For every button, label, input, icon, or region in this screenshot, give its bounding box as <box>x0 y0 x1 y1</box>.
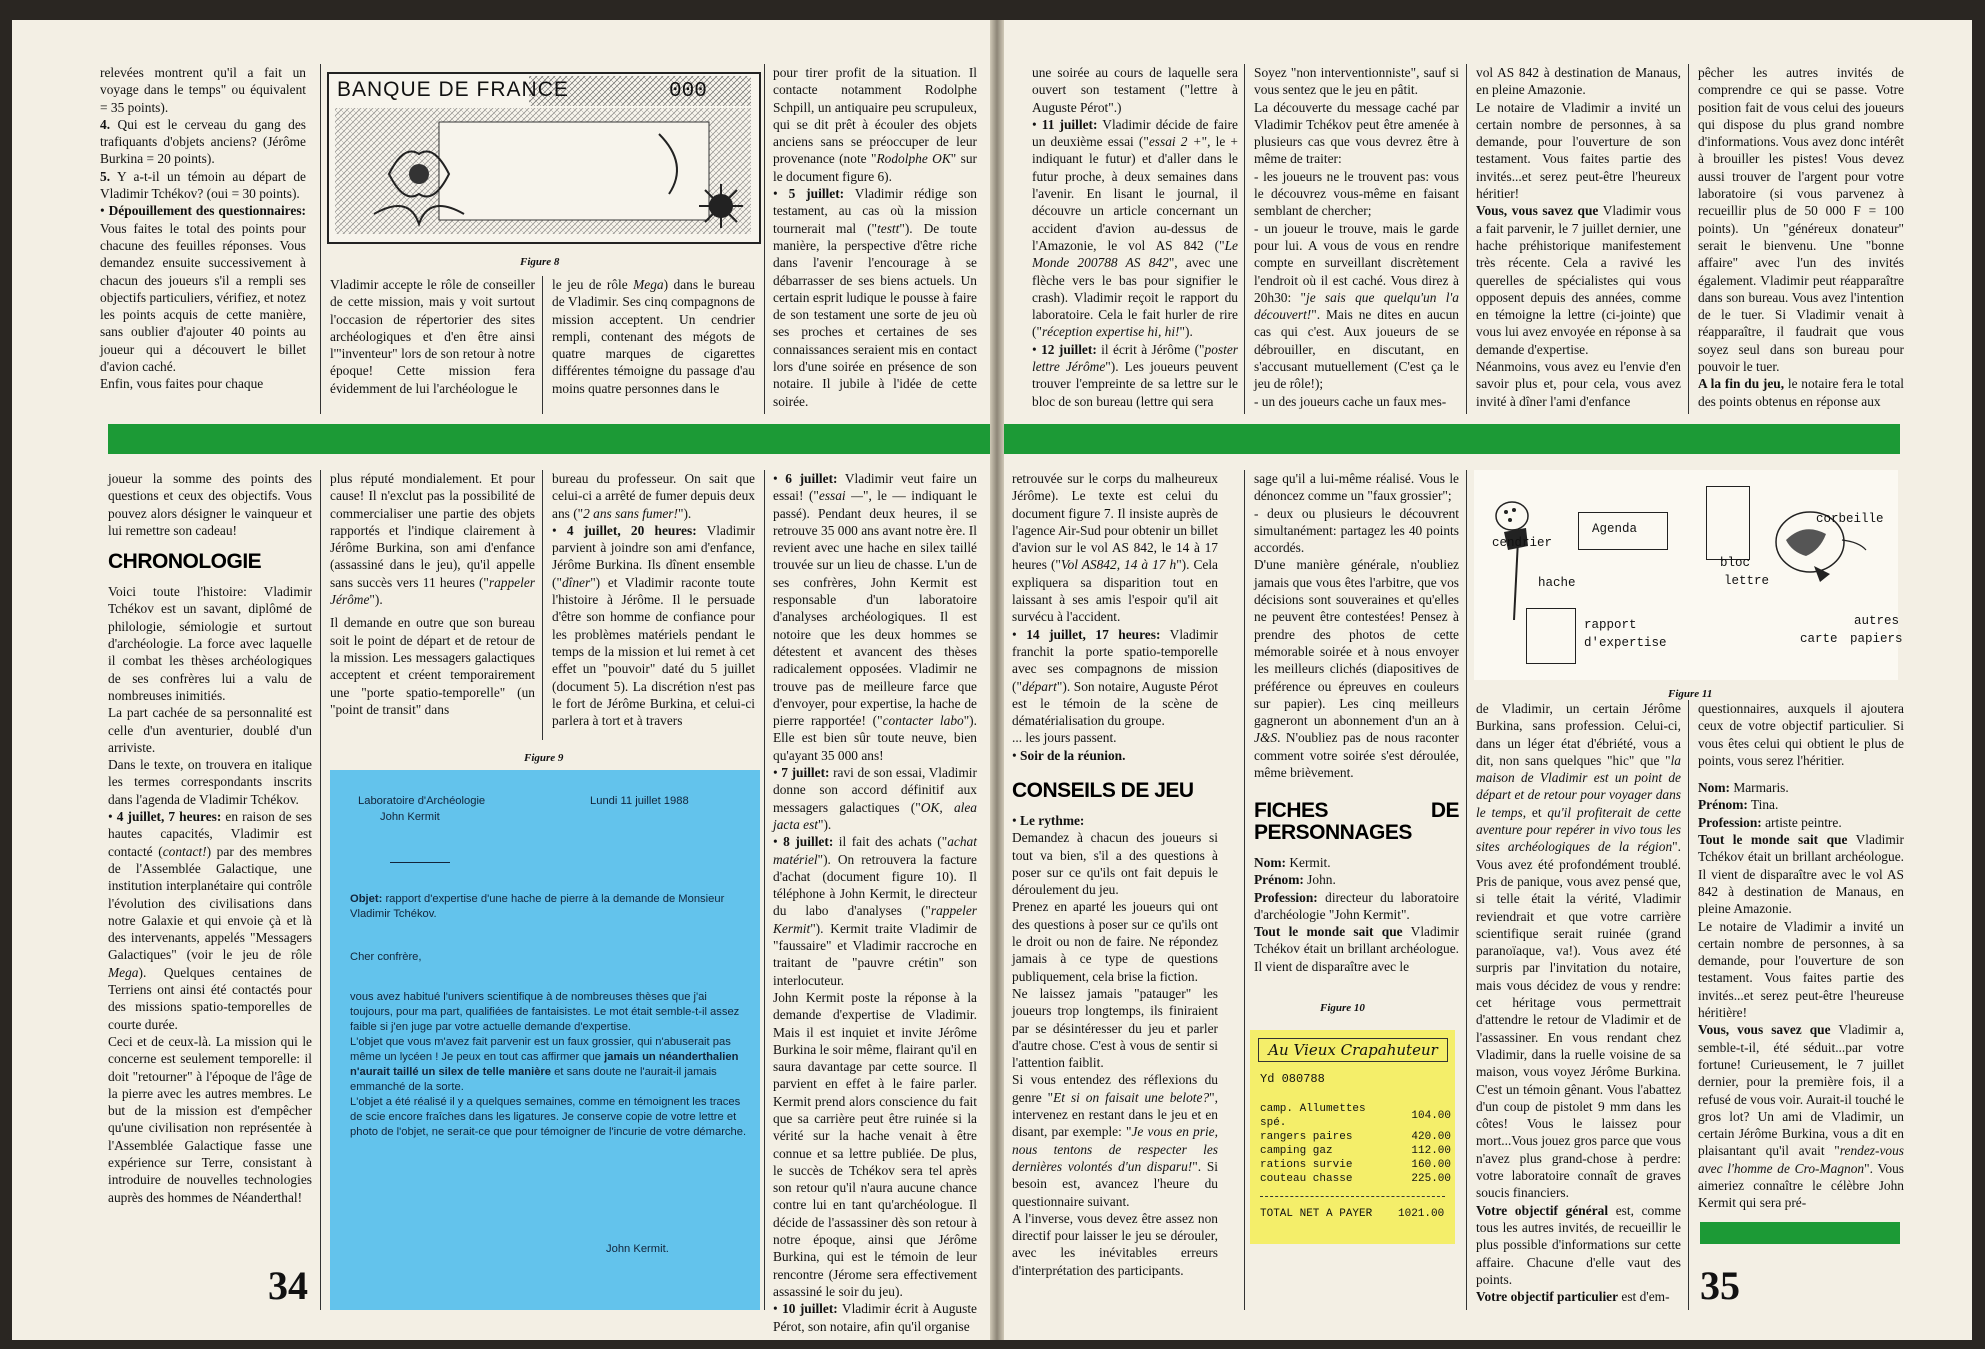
figure-caption: Figure 10 <box>1320 1002 1365 1014</box>
letter-subject <box>350 892 745 922</box>
expertise-letter <box>330 770 760 1310</box>
receipt-item-label: couteau chasse <box>1260 1173 1353 1185</box>
banknote-title: BANQUE DE FRANCE <box>337 78 569 101</box>
text-column: Vladimir accepte le rôle de conseiller de cette mission, mais y voit surtout l'occasion de répertorier des sites archéologiques et d'en être ainsi l'"inventeur" lors de son retour à notre époque! Cette mission fera évidemment de lui l'archéologue le <box>330 277 535 396</box>
letter-sender: John Kermit <box>380 811 440 823</box>
column-rule <box>764 470 765 1310</box>
diagram-label: bloc <box>1720 556 1751 570</box>
column-rule <box>320 64 321 414</box>
letter-emphasis: jamais un néanderthalien n'aurait taillé un silex de telle manière <box>350 1051 739 1078</box>
text-column: le jeu de rôle Mega) dans le bureau de Vladimir. Ses cinq compagnons de mission acceptent. Un cendrier rempli, contenant des mégots de quatre marques de cigarettes différentes témoigne du passage d'au moins quatre personnes dans le <box>552 277 755 396</box>
column-rule <box>542 470 543 740</box>
receipt-reference: Yd 080788 <box>1260 1072 1325 1086</box>
book-spine <box>990 20 1004 1340</box>
receipt-row <box>1256 1130 1455 1144</box>
column-rule <box>764 64 765 414</box>
letter-subject-text: rapport d'expertise d'une hache de pierre à la demande de Monsieur Vladimir Tchékov. <box>350 893 725 920</box>
banknote-illustration <box>327 72 761 244</box>
bloc-box <box>1706 486 1750 560</box>
receipt-total-value: 1021.00 <box>1398 1208 1445 1220</box>
text-column: relevées montrent qu'il a fait un voyage dans le temps" ou équivalent = 35 points). 4. Qui est le cerveau du gang des trafiquants d'objets anciens? (Jérôme Burkina = 20 points). 5. Y a-t-il un témoin au départ de Vladimir Tchékov? (oui = 30 points). • Dépouillement des questionnaires: Vous faites le total des points pour chacune des feuilles réponses. Vous demandez ensuite successivement à chacun des joueurs s'il a rempli ses objectifs particuliers, vérifiez, et notez les points acquis de cette manière, sans oublier d'ajouter 40 points au joueur qui a découvert le billet d'avion caché. Enfin, vous faites pour chaque <box>100 65 306 392</box>
section-band <box>1004 424 1900 454</box>
text-column: FICHES DE PERSONNAGES Nom: Kermit. Prénom: John. Profession: directeur du laboratoire d'archéologie "John Kermit". Tout le monde sait que Vladimir Tchékov était un brillant archéologue. Il vient de disparaître avec le <box>1254 799 1459 974</box>
column-rule <box>320 470 321 1310</box>
page-number: 34 <box>268 1263 308 1308</box>
section-heading: FICHES DE PERSONNAGES <box>1254 799 1459 844</box>
letter-paragraph: vous avez habitué l'univers scientifique à de nombreuses thèses que j'ai toujours, pour ma part, qualifiées de fantaisistes. Le mot était semble-t-il assez faible si j'en juge par votre actuelle demande d'expertise. <box>350 991 740 1033</box>
receipt-item-label: camp. Allumettes spé. <box>1260 1103 1366 1129</box>
receipt-shop-name: Au Vieux Crapahuteur <box>1258 1038 1448 1062</box>
purchase-receipt <box>1250 1030 1455 1244</box>
receipt-row <box>1256 1102 1455 1130</box>
column-rule <box>1466 64 1467 414</box>
column-rule <box>542 276 543 414</box>
text-column: pour tirer profit de la situation. Il contacte notamment Rodolphe Schpill, un antiquaire peu scrupuleux, qui se dit prêt à écouler des objets anciens sans se préoccuper de leur provenance (note "Rodolphe OK" sur le document figure 6). • 5 juillet: Vladimir rédige son testament, au cas où la mission tournerait mal ("testt"). De toute manière, la perspective d'être riche dans l'avenir l'encourage à se débarrasser de ses biens actuels. Un certain esprit ludique le pousse à faire de son testament une sorte de jeu où ses proches et certaines de ses connaissances seraient mis en contact lors d'une soirée en présence de son notaire. Il jubile à l'idée de cette soirée. <box>773 65 977 409</box>
receipt-item-price: 420.00 <box>1411 1131 1451 1143</box>
column-rule <box>1466 470 1467 1310</box>
text-column: retrouvée sur le corps du malheureux Jérôme). Le texte est celui du document figure 7. Il insiste auprès de l'agence Air-Sud pour obtenir un billet d'avion sur le vol AS 842, le 14 à 17 heures ("Vol AS842, 14 à 17 h"). Cela expliquera sa disparition tout en laissant à ses amis l'espoir qu'il ait survécu à l'accident. • 14 juillet, 17 heures: Vladimir franchit la porte spatio-temporelle avec ses compagnons de mission ("départ"). Son notaire, Auguste Pérot est le témoin de la scène de dématérialisation du groupe. ... les jours passent. • Soir de la réunion. <box>1012 471 1218 763</box>
section-heading: CHRONOLOGIE <box>108 550 262 574</box>
diagram-label: corbeille <box>1816 512 1884 526</box>
text-column: Soyez "non interventionniste", sauf si vous sentez que le jeu en pâtit. La découverte du message caché par Vladimir Tchékov peut être amenée à plusieurs cas que vous devrez être à même de traiter: - les joueurs ne le trouvent pas: vous le découvrez vous-même en faisant semblant de chercher; - un joueur le trouve, mais le garde pour lui. A vous de vous en rendre compte en surveillant discrètement l'endroit où il est caché. Vous direz à 20h30: "je sais que quelqu'un l'a découvert!". Mais ne dites en aucun cas qui c'est. Aux joueurs de se débrouiller, en discutant, en s'accusant mutuellement (C'est ça le jeu de rôle!); - un des joueurs cache un faux mes- <box>1254 65 1459 409</box>
letter-paragraph: L'objet que vous m'avez fait parvenir est un faux grossier, qui n'abuserait pas même un lycéen ! Je peux en tout cas affirmer que <box>350 1036 731 1063</box>
rapport-box <box>1526 608 1576 664</box>
receipt-item-label: rangers paires <box>1260 1131 1353 1143</box>
section-band <box>1700 1222 1900 1244</box>
page-number: 35 <box>1700 1263 1740 1308</box>
receipt-item-price: 160.00 <box>1411 1159 1451 1171</box>
text-column: bureau du professeur. On sait que celui-ci a arrêté de fumer depuis deux ans ("2 ans sans fumer!"). • 4 juillet, 20 heures: Vladimir parvient à joindre son ami d'enfance, Jérôme Burkina. Ils dînent ensemble ("dîner") et Vladimir raconte toute l'histoire à Jérôme. Il le persuade d'être son homme de confiance pour les problèmes matériels pendant le temps de la mission et lui remet à cet effet un "pouvoir" daté du 5 juillet (document 5). La discrétion n'est pas le fort de Jérôme Burkina, et celui-ci parlera à tort et à travers <box>552 471 755 729</box>
text-column: une soirée au cours de laquelle sera ouvert son testament ("lettre à Auguste Pérot".) • 11 juillet: Vladimir décide de faire un deuxième essai ("essai 2 +", le + indiquant le futur) et d'aller dans le futur proche, à deux semaines dans l'avenir. En lisant le journal, il découvre un article concernant un accident d'avion au-dessus de l'Amazonie, le vol AS 842 ("Le Monde 200788 AS 842", avec une flèche vers le bas pour signifier le crash). Vladimir reçoit le rapport du laboratoire. Cela le fait hurler de rire ("réception expertise hi, hi!"). • 12 juillet: il écrit à Jérôme ("poster lettre Jérôme"). Les joueurs peuvent trouver l'empreinte de sa lettre sur le bloc de son bureau (lettre qui sera <box>1032 65 1238 409</box>
letter-org: Laboratoire d'Archéologie <box>358 795 486 807</box>
receipt-row <box>1256 1172 1455 1186</box>
letter-body <box>350 990 748 1140</box>
text-column: questionnaires, auxquels il ajoutera ceux de votre objectif particulier. Si vous êtes celui qui obtient le plus de points, vous serez l'héritier. Nom: Marmaris. Prénom: Tina. Profession: artiste peintre. Tout le monde sait que Vladimir Tchékov était un brillant archéologue. Il vient de disparaître avec le vol AS 842 à destination de Manaus, en pleine Amazonie. Le notaire de Vladimir a invité un certain nombre de personnes, à sa demande, pour l'ouverture de son testament. Vous faites partie des invités...et serez peut-être l'heureuse héritière! Vous, vous savez que Vladimir a, semble-t-il, été séduit...par votre fortune! Curieusement, le 7 juillet dernier, pour la première fois, il a refusé de vous voir. Aurait-il touché le gros lot? Un ami de Vladimir, un certain Jérôme Burkina, vous a dit en plaisantant qu'il avait "rendez-vous avec l'homme de Cro-Magnon". Vous aimeriez connaître le célèbre John Kermit qui sera pré- <box>1698 701 1905 1211</box>
receipt-item-price: 104.00 <box>1411 1110 1451 1122</box>
receipt-item-price: 112.00 <box>1411 1145 1451 1157</box>
receipt-items <box>1256 1102 1455 1186</box>
diagram-label: hache <box>1538 576 1576 590</box>
text-column: joueur la somme des points des questions et ceux des objectifs. Vous pouvez alors désigner le vainqueur et lui remettre son cadeau! CHRONOLOGIE Voici toute l'histoire: Vladimir Tchékov est un savant, diplômé de philologie, sémiologie et surtout d'archéologie. La force avec laquelle il combat les thèses archéologiques de ses confrères lui a valu de nombreuses inimitiés. La part cachée de sa personnalité est celle d'un aventurier, doublé d'un arriviste. Dans le texte, on trouvera en italique les termes correspondants inscrits dans l'agenda de Vladimir Tchékov. • 4 juillet, 7 heures: en raison de ses hautes capacités, Vladimir est contacté (contact!) par des membres de l'Assemblée Galactique, une institution interplanétaire qui contrôle l'évolution des civilisations dans notre Galaxie et qui envoie çà et là des intervenants, appelés "Messagers Galactiques" (voir le jeu de rôle Mega). Quelques centaines de Terriens ont ainsi été contactés pour des missions spatio-temporelles de courte durée. Ceci et de ceux-là. La mission qui le concerne est seulement temporelle: il doit "retourner" à l'époque de l'âge de la pierre avec les autres membres. Le but de la mission est d'empêcher qu'une civilisation non représentée à l'Assemblée Galactique fasse une expérience sur Terre, consistant à introduire de nouvelles technologies auprès des hommes de Néanderthal! <box>108 471 312 1205</box>
text-column: sage qu'il a lui-même réalisé. Vous le dénoncez comme un "faux grossier"; - deux ou plusieurs le découvrent simultanément: partagez les 40 points accordés. D'une manière générale, n'oubliez jamais que vous êtes l'arbitre, que vos décisions sont souveraines et qu'elles ne peuvent être contestées! Pensez à prendre des photos de cette mémorable soirée et à nous envoyer les meilleurs clichés (diapositives de préférence ou épreuves en couleurs sur papier). Les cinq meilleurs gagneront un abonnement d'un an à J&S. N'oubliez pas de nous raconter comment votre soirée s'est déroulée, même brièvement. <box>1254 471 1459 781</box>
diagram-label: lettre <box>1724 574 1770 588</box>
text-column: pêcher les autres invités de comprendre ce qui se passe. Votre position fait de vous celui des joueurs qui dispose du plus grand nombre d'informations. Vous avez donc intérêt à brouiller les pistes! Vous devez aussi trouver de l'argent pour votre laboratoire (si vous parvenez à recueillir plus de 50 000 F = 100 points). Un "généreux donateur" serait le bienvenu. Une "bonne affaire" avec l'un des invités également. Vladimir peut réapparaître dans son bureau. Vous avez l'intention de le tuer. Si Vladimir venait à réapparaître, il faudrait que vous soyez seul dans son bureau pour pouvoir le tuer. A la fin du jeu, le notaire fera le total des points obtenus en réponse aux <box>1698 65 1904 409</box>
figure-caption: Figure 11 <box>1668 688 1713 700</box>
figure-caption: Figure 8 <box>520 256 560 268</box>
receipt-row <box>1256 1158 1455 1172</box>
receipt-separator <box>1260 1196 1445 1197</box>
receipt-row <box>1256 1144 1455 1158</box>
section-heading: CONSEILS DE JEU <box>1012 779 1194 802</box>
diagram-label: rapport <box>1584 618 1637 632</box>
letter-date: Lundi 11 juillet 1988 <box>590 795 689 807</box>
text-column: de Vladimir, un certain Jérôme Burkina, sans profession. Celui-ci, dans un léger état d'ébriété, vous a dit, non sans quelques "hic" que "la maison de Vladimir est un point de départ et de retour pour voyager dans le temps, et qu'il profiterait de cette aventure pour repérer in vivo tous les sites archéologiques de la région". Vous avez été profondément troublé. Pris de panique, vous avez pensé que, si telle était la vérité, Vladimir reviendrait et que votre carrière scientifique serait ruinée (grand paranoïaque, va!). Vous avez été surpris par l'invitation du notaire, mais vous décidez de vous y rendre: cet héritage vous permettrait d'attendre le retour de Vladimir et de l'assassiner. En vous rendant chez Vladimir, dans la ruelle voisine de sa maison, vous voyez Jérôme Burkina. C'est un témoin gênant. Vous l'abattez d'un coup de pistolet 9 mm dans les côtes! Vous le laissez pour mort...Vous jouez gros parce que vous n'avez plus grand-chose à perdre: votre laboratoire connaît de graves soucis financiers. Votre objectif général est, comme tous les autres invités, de recueillir le plus possible d'informations sur cette affaire. Chacune d'elle vaut des points. Votre objectif particulier est d'em- <box>1476 701 1681 1305</box>
column-rule <box>1244 64 1245 414</box>
diagram-label: carte <box>1800 632 1838 646</box>
letter-subject-label: Objet: <box>350 893 383 905</box>
column-rule <box>1688 700 1689 1310</box>
text-column: vol AS 842 à destination de Manaus, en pleine Amazonie. Le notaire de Vladimir a invité un certain nombre de personnes, à sa demande, pour l'ouverture de son testament. Vous faites partie des invités...et serez peut-être l'heureux héritier! Vous, vous savez que Vladimir vous a fait parvenir, le 7 juillet dernier, une hache préhistorique manifestement très récente. Cela a ravivé les querelles de spécialistes qui vous opposent depuis des années, comme en témoigne la lettre (ci-jointe) que vous lui avez envoyée en réponse à sa demande d'expertise. Néanmoins, vous avez eu l'envie d'en savoir plus et, pour cela, vous avez invité à dîner l'ami d'enfance <box>1476 65 1681 409</box>
text-column: plus réputé mondialement. Et pour cause! Il n'exclut pas la possibilité de commercialiser une partie des objets rapportés et l'indique clairement à Jérôme Burkina, son ami d'enfance (assassiné dans le jeu), qu'il appelle sans succès vers 11 heures ("rappeler Jérôme"). Il demande en outre que son bureau soit le point de départ et de retour de la mission. Les messagers galactiques acceptent et créent temporairement une "porte spatio-temporelle" (un "point de transit" dans <box>330 471 535 717</box>
desk-diagram <box>1474 470 1903 680</box>
banknote-number: 000 <box>669 80 707 103</box>
diagram-label: papiers <box>1850 632 1903 646</box>
column-rule <box>1244 470 1245 1310</box>
receipt-item-label: camping gaz <box>1260 1145 1333 1157</box>
letter-salutation: Cher confrère, <box>350 951 422 963</box>
text-column: • 6 juillet: Vladimir veut faire un essai! ("essai —", le — indiquant le passé). Pendant deux heures, il se retrouve 35 000 ans avant notre ère. Il revient avec une hache en silex taillé trouvée sur un lieu de chasse. L'un de ses confrères, John Kermit est responsable d'un laboratoire d'analyses archéologiques. Il est notoire que les deux hommes se détestent et avancent des thèses radicalement opposées. Vladimir ne trouve pas de meilleure farce que d'envoyer, pour expertise, la hache de pierre rapportée! ("contacter labo"). Elle est bien sûr toute neuve, bien qu'ayant 35 000 ans! • 7 juillet: ravi de son essai, Vladimir donne son accord définitif aux messagers galactiques ("OK, alea jacta est"). • 8 juillet: il fait des achats ("achat matériel"). On retrouvera la facture d'achat (document figure 10). Il téléphone à John Kermit, le directeur du labo d'analyses ("rappeler Kermit"). Kermit traite Vladimir de "faussaire" et Vladimir raccroche en traitant de "pauvre crétin" son interlocuteur. John Kermit poste la réponse à la demande d'expertise de Vladimir. Mais il est inquiet et invite Jérôme Burkina le soir même, flairant qu'il en saura davantage par cette source. Il parvient en effet à le faire parler. Kermit prend alors conscience du fait que sa carrière peut être ruinée si la vérité sur la hache venait à être connue et sa lettre publiée. De plus, le succès de Tchékov sera tel après son retour qu'il n'aura aucune chance contre lui en tant qu'archéologue. Il décide de l'assassiner dès son retour à notre époque, ainsi que Jérôme Burkina, qui est le témoin de leur rencontre (Jérome sera effectivement assassiné le soir du jeu). • 10 juillet: Vladimir écrit à Auguste Pérot, son notaire, afin qu'il organise <box>773 471 978 1334</box>
diagram-label: Agenda <box>1592 522 1638 536</box>
letter-signature: John Kermit. <box>606 1243 669 1255</box>
receipt-item-price: 225.00 <box>1411 1173 1451 1185</box>
diagram-label: autres <box>1854 614 1900 628</box>
section-band <box>108 424 990 454</box>
letter-paragraph: L'objet a été réalisé il y a quelques semaines, comme en témoignent les traces de scie encore fraîches dans les ligatures. Je conserve copie de votre lettre et photo de l'objet, ne serait-ce que pour témoigner de l'incurie de votre démarche. <box>350 1096 747 1138</box>
diagram-label: d'expertise <box>1584 636 1667 650</box>
column-rule <box>1688 64 1689 414</box>
letter-paragraph: et sans doute ne l'aurait-il jamais emmanché de la sorte. <box>350 1066 717 1093</box>
text-column: CONSEILS DE JEU • Le rythme: Demandez à chacun des joueurs si tout va bien, s'il a des questions à poser sur ce qu'ils ont fait depuis le déroulement du jeu. Prenez en aparté les joueurs qui ont des questions à poser sur ce qu'ils ont le droit ou non de faire. Ne répondez jamais à ce type de questions publiquement, cela brise la fiction. Ne laissez jamais "patauger" les joueurs trop longtemps, ils finiraient par se désintéresser du jeu et parler d'autre chose. C'est à vous de sentir si l'attention faiblit. Si vous entendez des réflexions du genre "Et si on faisait une belote?", intervenez en restant dans le jeu et en disant, par exemple: "Je vous en prie, nous tentons de respecter les dernières volontés d'un disparu!". Si besoin est, avancez l'heure du questionnaire suivant. A l'inverse, vous devez être assez non directif pour laisser le jeu se dérouler, avec les inévitables erreurs d'interprétation des participants. <box>1012 779 1218 1278</box>
receipt-total-label: TOTAL NET A PAYER <box>1260 1208 1373 1220</box>
letter-rule <box>390 862 450 863</box>
diagram-label: cendrier <box>1492 536 1553 550</box>
figure-caption: Figure 9 <box>524 752 564 764</box>
receipt-item-label: rations survie <box>1260 1159 1353 1171</box>
